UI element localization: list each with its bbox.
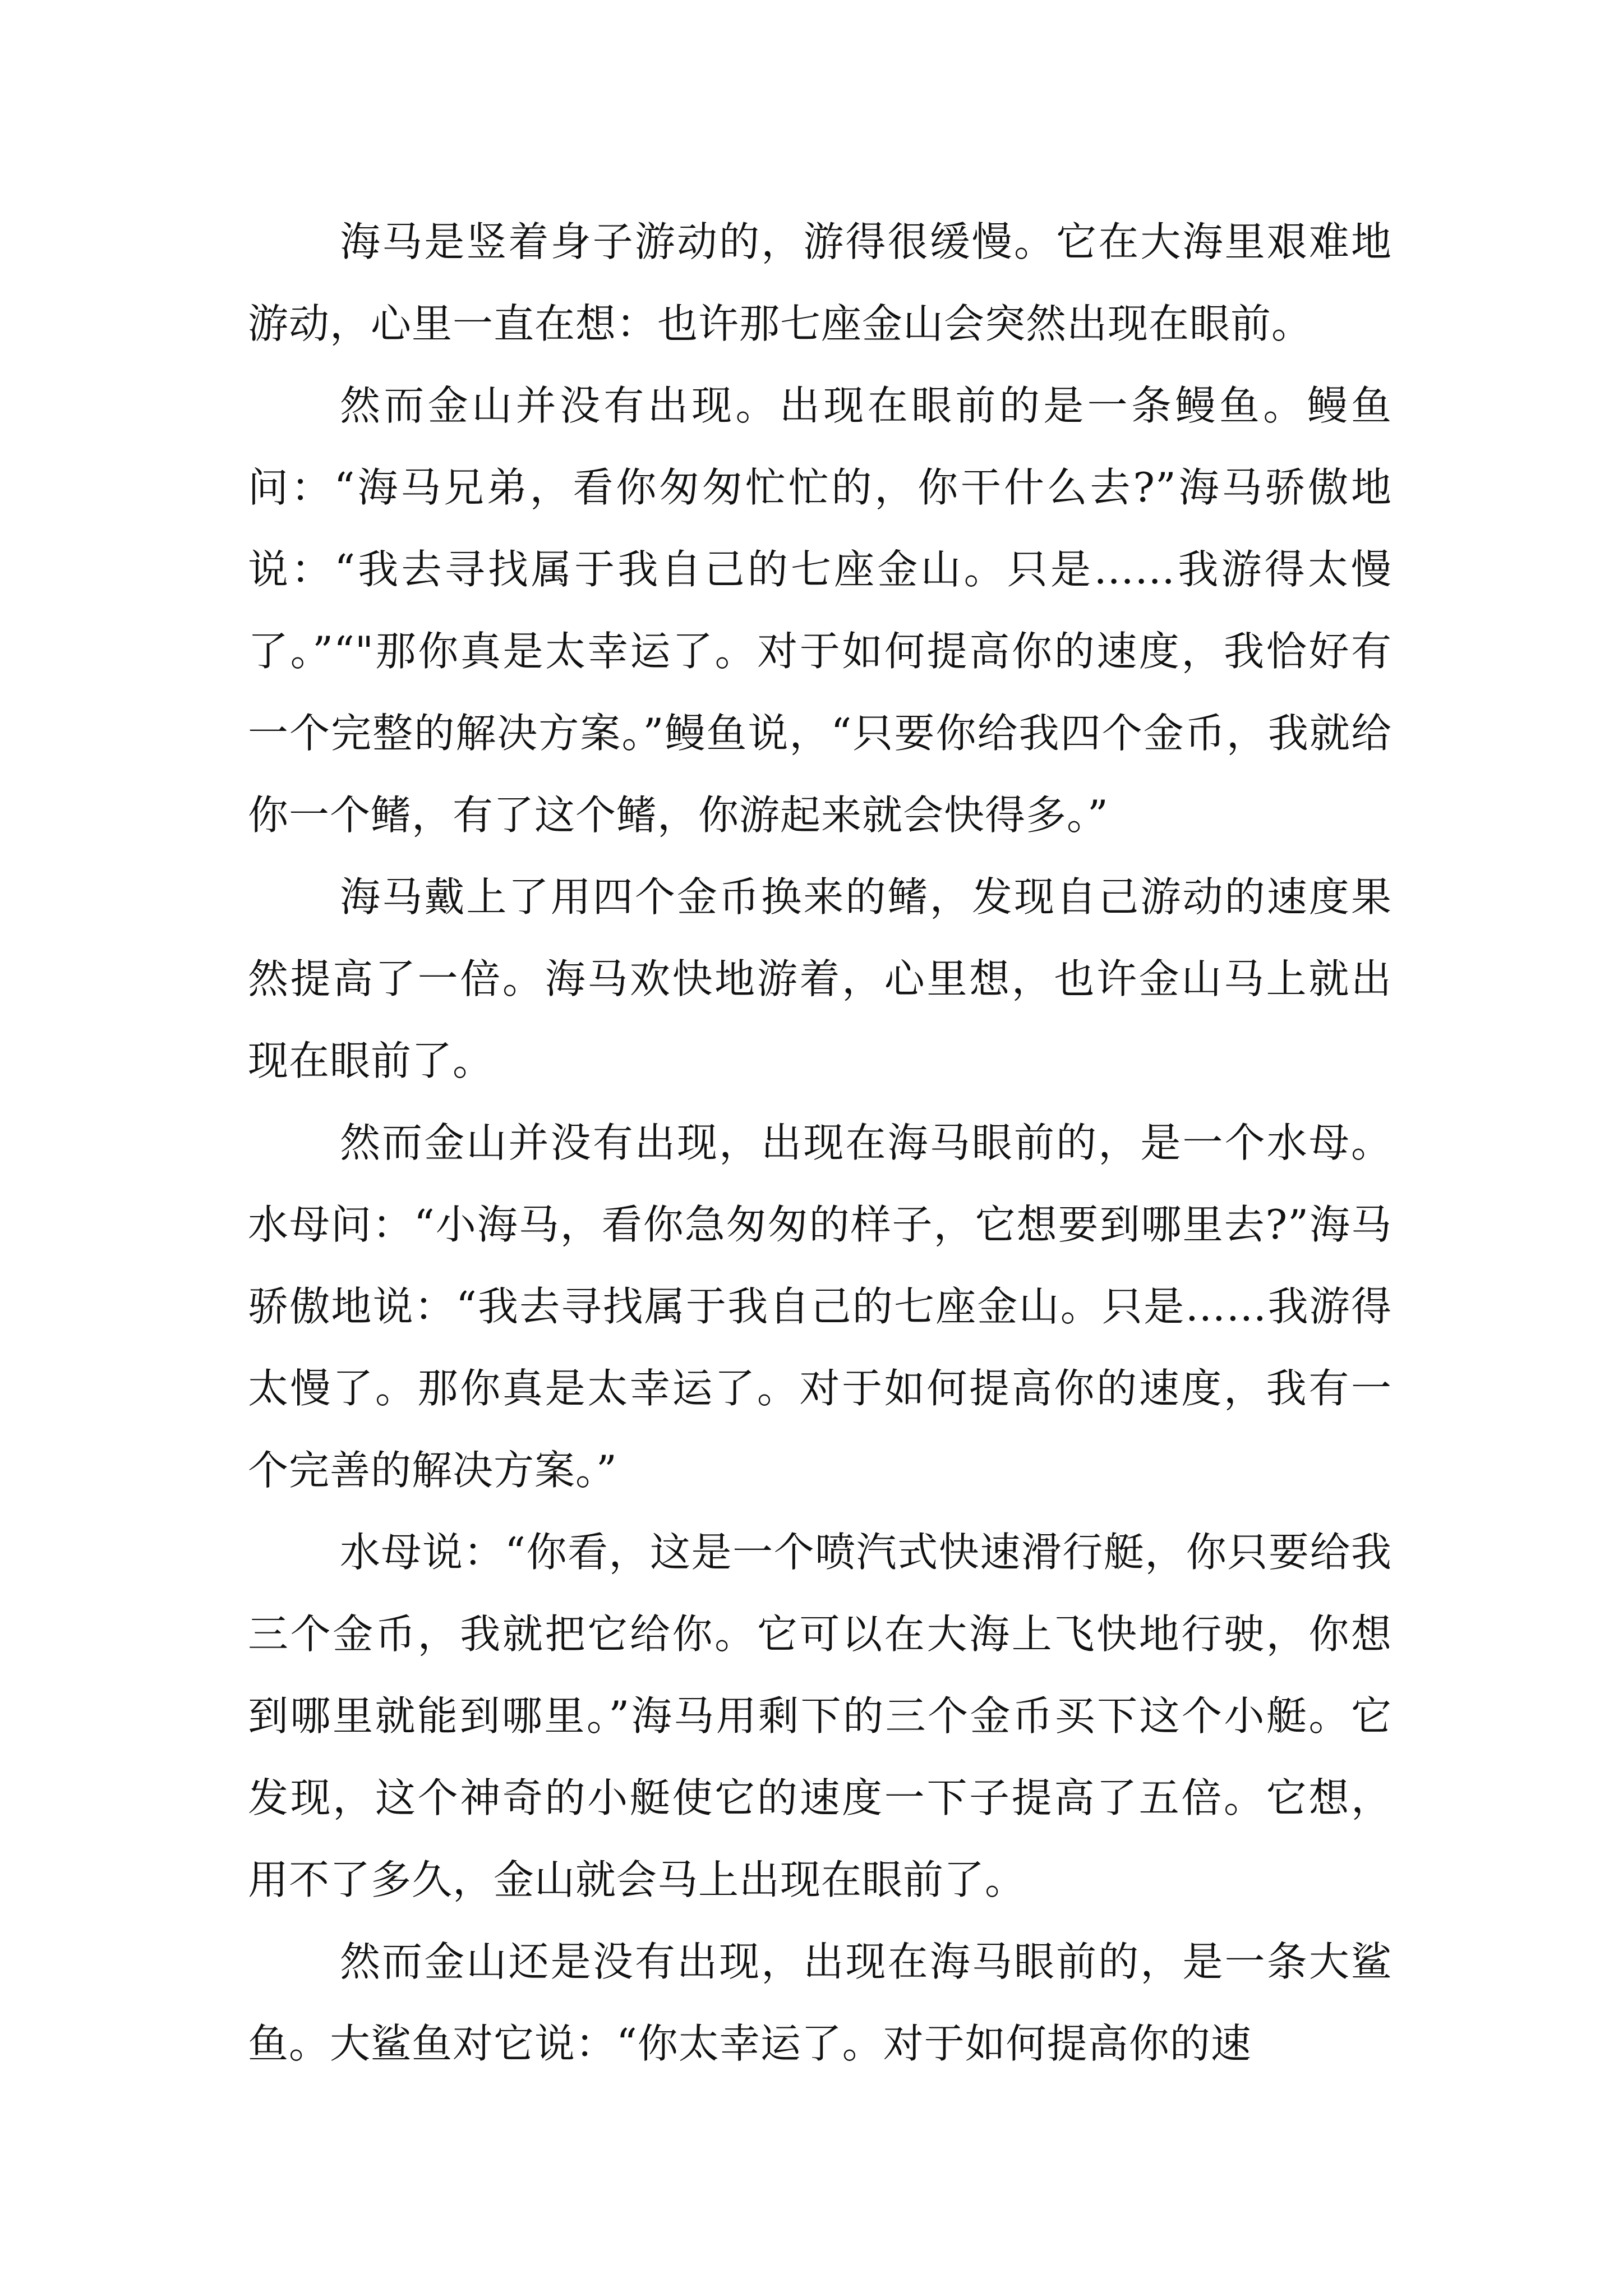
document-body (248, 201, 1392, 2085)
paragraph-4: 然而金山并没有出现，出现在海马眼前的，是一个水母。水母问：“小海马，看你急匆匆的样子，它想要到哪里去?”海马骄傲地说：“我去寻找属于我自己的七座金山。只是……我游得太慢了。那你真是太幸运了。对于如何提高你的速度，我有一个完善的解决方案。” (248, 1119, 1392, 1494)
paragraph-1: 海马是竖着身子游动的，游得很缓慢。它在大海里艰难地游动，心里一直在想：也许那七座金山会突然出现在眼前。 (248, 218, 1392, 347)
paragraph-2: 然而金山并没有出现。出现在眼前的是一条鳗鱼。鳗鱼问：“海马兄弟，看你匆匆忙忙的，你干什么去?”海马骄傲地说：“我去寻找属于我自己的七座金山。只是……我游得太慢了。”“"那你真是太幸运了。对于如何提高你的速度，我恰好有一个完整的解决方案。”鳗鱼说，“只要你给我四个金币，我就给你一个鳍，有了这个鳍，你游起来就会快得多。” (248, 382, 1392, 839)
paragraph-3: 海马戴上了用四个金币换来的鳍，发现自己游动的速度果然提高了一倍。海马欢快地游着，心里想，也许金山马上就出现在眼前了。 (248, 873, 1392, 1084)
paragraph-6: 然而金山还是没有出现，出现在海马眼前的，是一条大鲨鱼。大鲨鱼对它说：“你太幸运了。对于如何提高你的速 (248, 1938, 1392, 2067)
paragraph-5: 水母说：“你看，这是一个喷汽式快速滑行艇，你只要给我三个金币，我就把它给你。它可以在大海上飞快地行驶，你想到哪里就能到哪里。”海马用剩下的三个金币买下这个小艇。它发现，这个神奇的小艇使它的速度一下子提高了五倍。它想，用不了多久，金山就会马上出现在眼前了。 (248, 1529, 1392, 1903)
